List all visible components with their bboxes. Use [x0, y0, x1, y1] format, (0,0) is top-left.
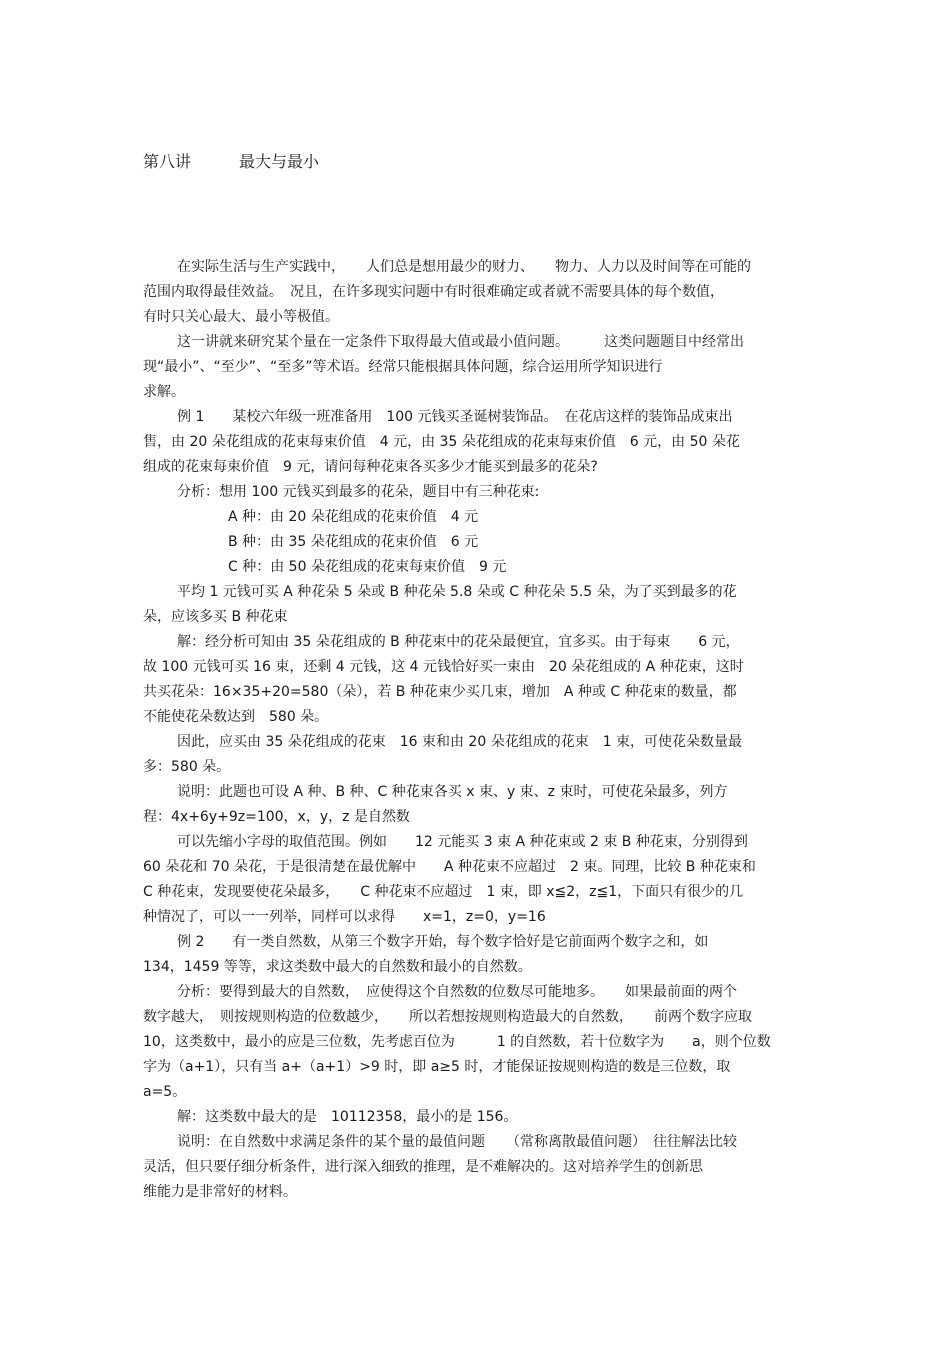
note-line: C 种花束，发现要使花朵最多， C 种花束不应超过 1 束，即 x≦2，z≦1，下面只有很少的几 — [143, 884, 744, 900]
note-line: 60 朵花和 70 朵花，于是很清楚在最优解中 A 种花束不应超过 2 束。同理，比较 B 种花束和 — [143, 859, 756, 875]
note-line: 说明：在自然数中求满足条件的某个量的最值问题 （常称离散最值问题） 往往解法比较 — [177, 1134, 737, 1150]
option-b-line: B 种：由 35 朵花组成的花束价值 6 元 — [228, 534, 479, 550]
paragraph-line: 范围内取得最佳效益。 况且，在许多现实问题中有时很难确定或者就不需要具体的每个数值， — [143, 284, 724, 300]
lecture-title: 第八讲 最大与最小 — [143, 152, 320, 171]
note-line: 可以先缩小字母的取值范围。例如 12 元能买 3 束 A 种花束或 2 束 B 种花束，分别得到 — [177, 834, 748, 850]
analysis-line: 分析：想用 100 元钱买到最多的花朵，题目中有三种花束: — [177, 484, 540, 500]
example-1-line: 例 1 某校六年级一班准备用 100 元钱买圣诞树装饰品。 在花店这样的装饰品成束出 — [177, 409, 733, 425]
solution-line: 解：这类数中最大的是 10112358，最小的是 156。 — [177, 1109, 518, 1125]
paragraph-line: 平均 1 元钱可买 A 种花朵 5 朵或 B 种花朵 5.8 朵或 C 种花朵 5.5 朵，为了买到最多的花 — [177, 584, 737, 600]
paragraph-line: 在实际生活与生产实践中， 人们总是想用最少的财力、 物力、人力以及时间等在可能的 — [177, 259, 751, 275]
paragraph-line: 有时只关心最大、最小等极值。 — [143, 309, 339, 325]
note-line: 灵活，但只要仔细分析条件，进行深入细致的推理，是不难解决的。这对培养学生的创新思 — [143, 1159, 703, 1175]
analysis-line: 分析：要得到最大的自然数， 应使得这个自然数的位数尽可能地多。 如果最前面的两个 — [177, 984, 737, 1000]
solution-line: 共买花朵：16×35+20=580（朵），若 B 种花束少买几束，增加 A 种或 C 种花束的数量，都 — [143, 684, 737, 700]
option-c-line: C 种：由 50 朵花组成的花束每束价值 9 元 — [228, 559, 507, 575]
paragraph-line: 求解。 — [143, 384, 185, 400]
analysis-line: 字为（a+1），只有当 a+（a+1）>9 时，即 a≥5 时，才能保证按规则构造的数是三位数，取 — [143, 1059, 731, 1075]
solution-line: 故 100 元钱可买 16 束，还剩 4 元钱，这 4 元钱恰好买一束由 20 朵花组成的 A 种花束，这时 — [143, 659, 744, 675]
example-1-line: 组成的花束每束价值 9 元，请问每种花束各买多少才能买到最多的花朵? — [143, 459, 598, 475]
note-line: 程：4x+6y+9z=100，x，y，z 是自然数 — [143, 809, 410, 825]
paragraph-line: 朵，应该多买 B 种花束 — [143, 609, 288, 625]
option-a-line: A 种：由 20 朵花组成的花束价值 4 元 — [228, 509, 479, 525]
example-1-line: 售，由 20 朵花组成的花束每束价值 4 元，由 35 朵花组成的花束每束价值 6 元，由 50 朵花 — [143, 434, 740, 450]
analysis-line: a=5。 — [143, 1084, 187, 1100]
paragraph-line: 现“最小”、“至少”、“至多”等术语。经常只能根据具体问题，综合运用所学知识进行 — [143, 359, 663, 375]
solution-line: 不能使花朵数达到 580 朵。 — [143, 709, 329, 725]
note-line: 说明：此题也可设 A 种、B 种、C 种花束各买 x 束、y 束、z 束时，可使花朵最多，列方 — [177, 784, 728, 800]
conclusion-line: 因此，应买由 35 朵花组成的花束 16 束和由 20 朵花组成的花束 1 束，可使花朵数量最 — [177, 734, 743, 750]
example-2-line: 134，1459 等等，求这类数中最大的自然数和最小的自然数。 — [143, 959, 532, 975]
analysis-line: 数字越大， 则按规则构造的位数越少， 所以若想按规则构造最大的自然数， 前两个数字应取 — [143, 1009, 752, 1025]
paragraph-line: 这一讲就来研究某个量在一定条件下取得最大值或最小值问题。 这类问题题目中经常出 — [177, 334, 744, 350]
note-line: 维能力是非常好的材料。 — [143, 1184, 297, 1200]
example-2-line: 例 2 有一类自然数，从第三个数字开始，每个数字恰好是它前面两个数字之和，如 — [177, 934, 709, 950]
solution-line: 解：经分析可知由 35 朵花组成的 B 种花束中的花朵最便宜，宜多买。由于每束 6 元， — [177, 634, 740, 650]
note-line: 种情况了，可以一一列举，同样可以求得 x=1，z=0，y=16 — [143, 909, 546, 925]
analysis-line: 10，这类数中，最小的应是三位数，先考虑百位为 1 的自然数，若十位数字为 a，则个位数 — [143, 1034, 771, 1050]
conclusion-line: 多：580 朵。 — [143, 759, 231, 775]
